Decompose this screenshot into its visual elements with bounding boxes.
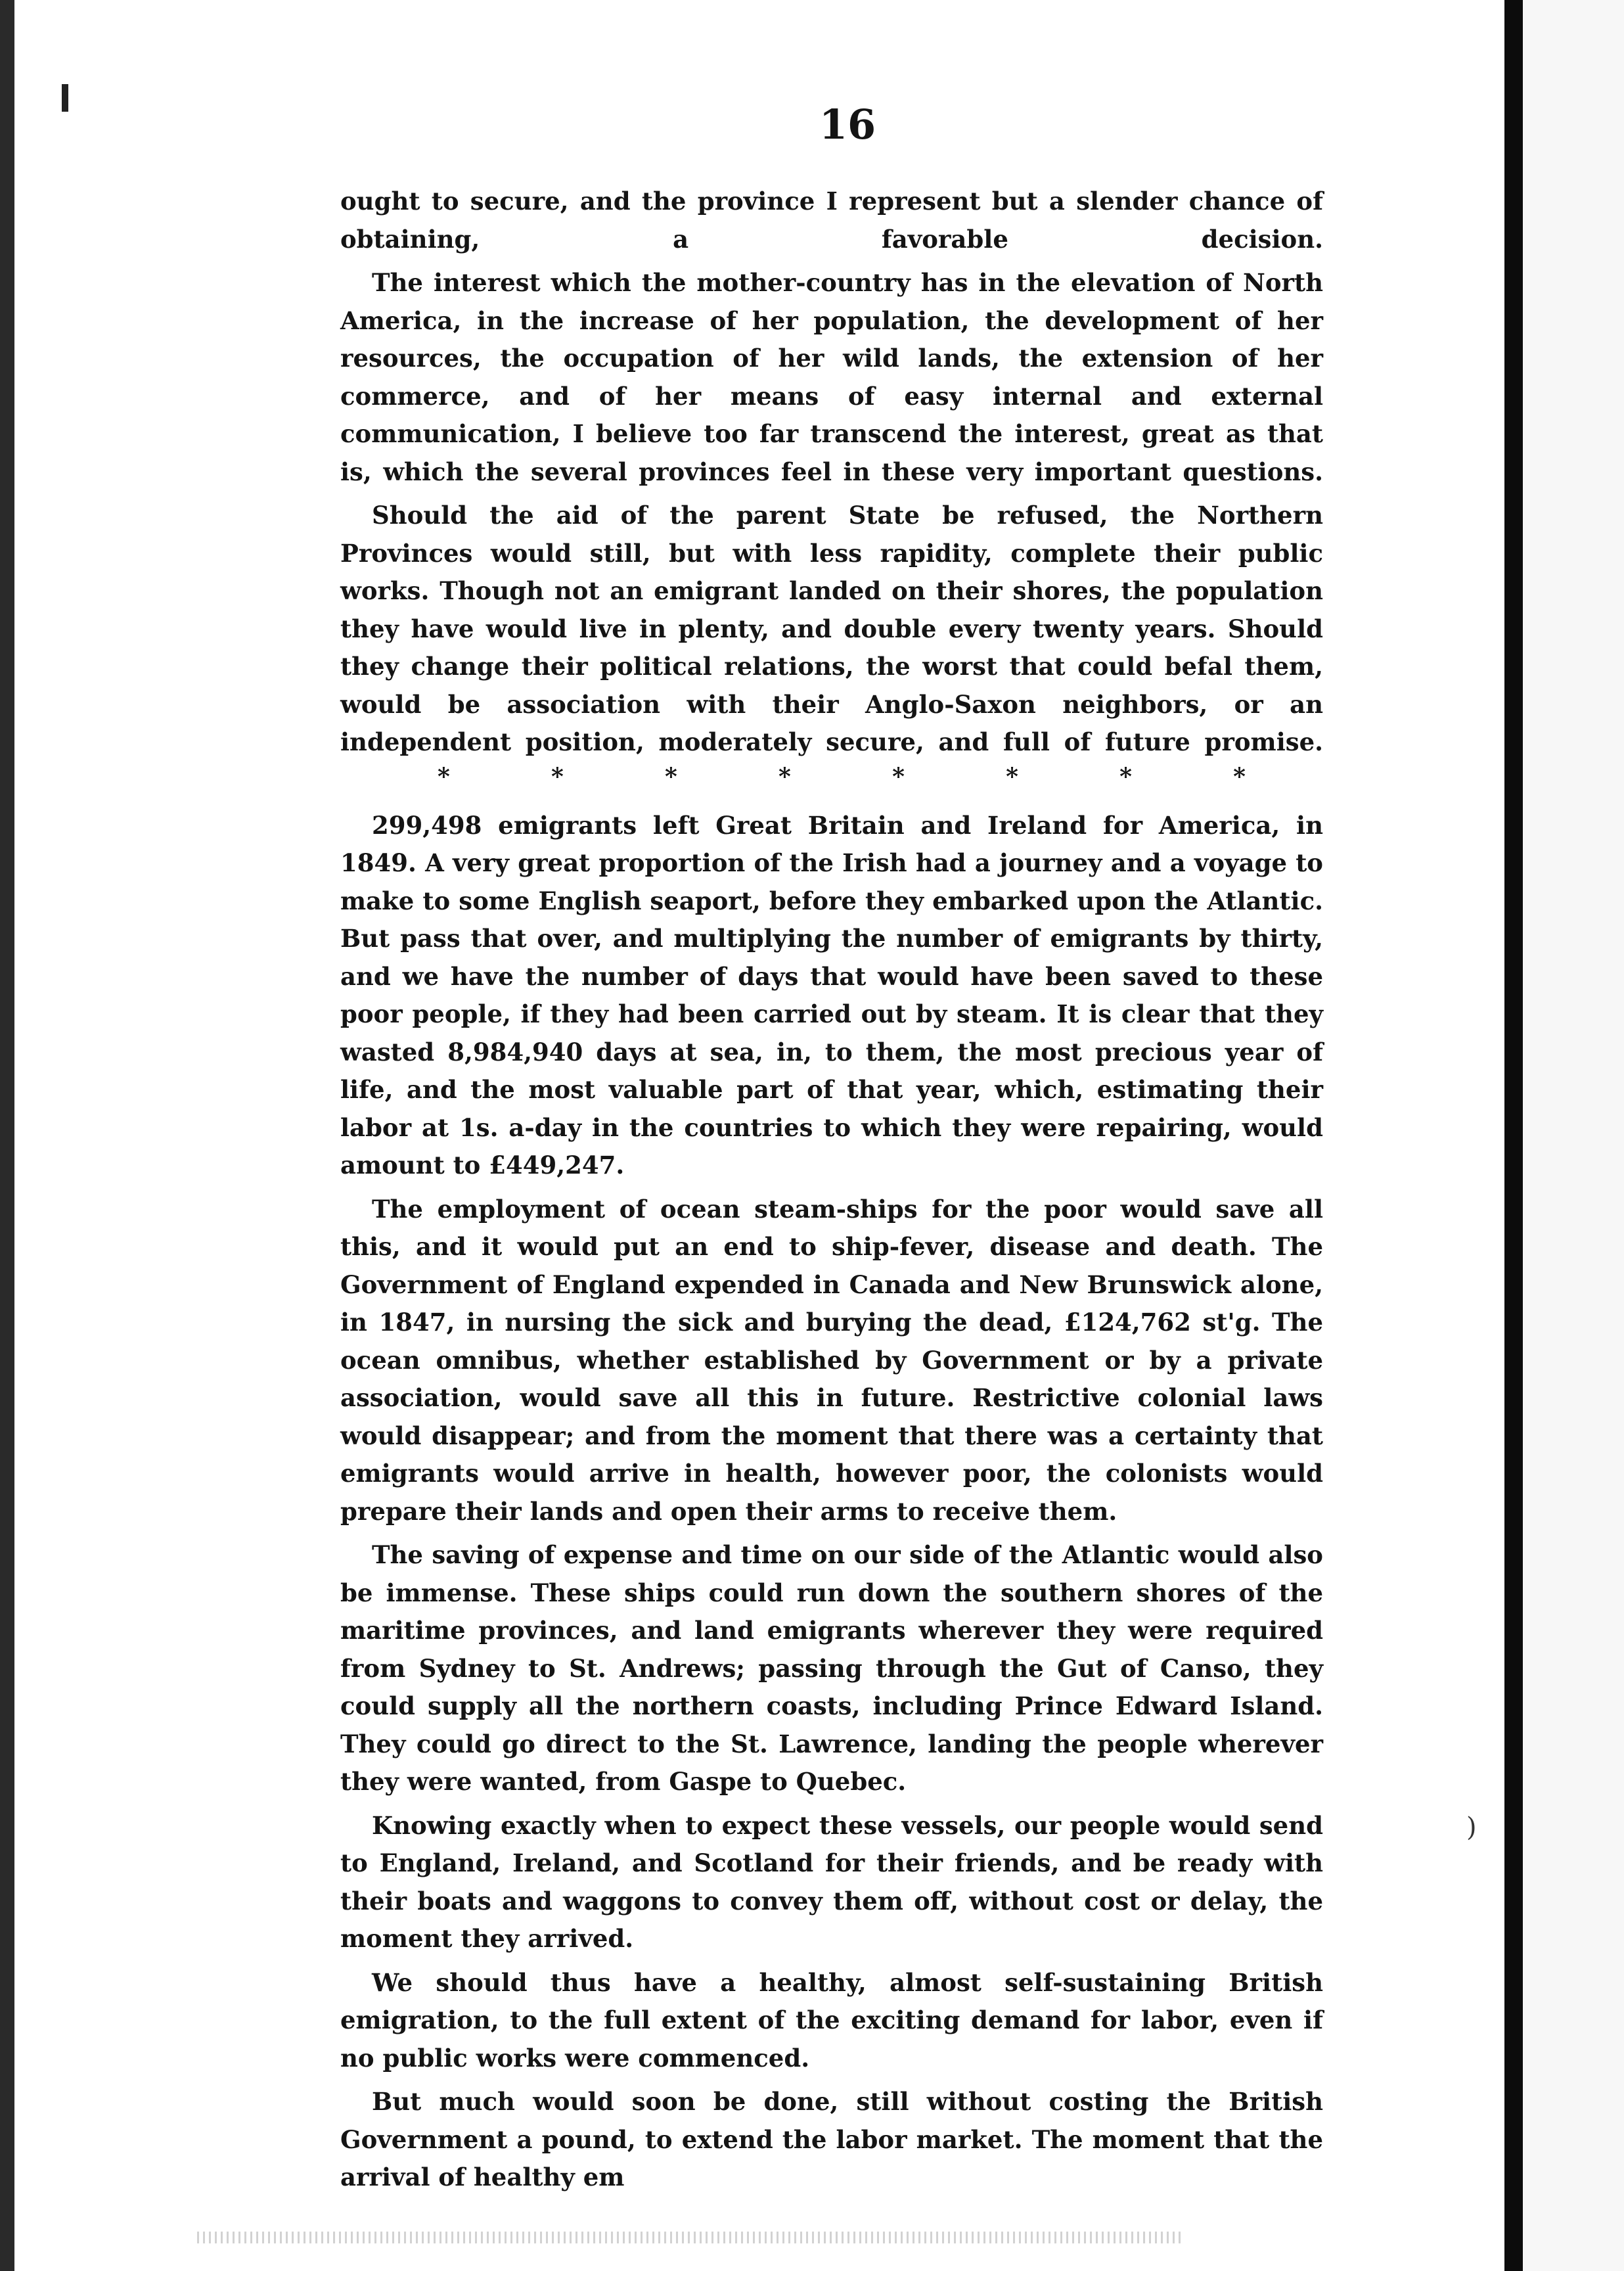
paragraph: 299,498 emigrants left Great Britain and Ireland for America, in 1849. A very great proportion of the Irish had a journey and a voyage to make to some English seaport, before they embarked upon the Atlantic. But pass that over, and multiplying the number of emigrants by thirty, and we have the number of days that would have been saved to these poor people, if they had been carried out by steam. It is clear that they wasted 8,984,940 days at sea, in, to them, the most precious year of life, and the most valuable part of that year, which, estimating their labor at 1s. a-day in the countries to which they were repairing, would amount to £449,247. [340,810,1323,1180]
scan-border-left [0,0,14,2271]
separator-star: * [1006,762,1018,791]
separator-star: * [438,762,450,791]
separator-star: * [778,762,791,791]
stray-mark: ) [1466,1812,1477,1843]
paragraph: The employment of ocean steam-ships for the poor would save all this, and it would put an end to ship-fever, disease and death. The Government of England expended in Canada and New Brunswick alone, in 1847, in nursing the sick and burying the dead, £124,762 st'g. The ocean omnibus, whether established by Government or by a private association, would save all this in future. Restrictive colonial laws would disappear; and from the moment that there was a certainty that emigrants would arrive in health, however poor, the colonists would prepare their lands and open their arms to receive them. [340,1194,1323,1526]
separator-star: * [665,762,677,791]
separator-star: * [551,762,564,791]
scan-artifact-mark [62,84,68,112]
separator-star: * [892,762,905,791]
separator-star: * [1233,762,1246,791]
paragraph: The interest which the mother-country has in the elevation of North America, in the increase of her population, the development of her resources, the occupation of her wild lands, the extension of her commerce, and of her means of easy internal and external communication, I believe too far transcend the interest, great as that is, which the several provinces feel in these very important questions. [340,268,1323,486]
scan-noise-bottom [197,2232,1183,2243]
paragraph: Knowing exactly when to expect these vessels, our people would send to England, Ireland, and Scotland for their friends, and be ready with their boats and waggons to convey them off, without cost or delay, the moment they arrived. [340,1810,1323,1953]
paragraph: We should thus have a healthy, almost self-sustaining British emigration, to the full extent of the exciting demand for labor, even if no public works were commenced. [340,1967,1323,2073]
body-text [340,183,1323,2203]
page-fold-shadow [1504,0,1523,2271]
paragraph: Should the aid of the parent State be refused, the Northern Provinces would still, but with less rapidity, complete their public works. Though not an emigrant landed on their shores, the population they have would live in plenty, and double every twenty years. Should they change their political relations, the worst that could befal them, would be association with their Anglo-Saxon neighbors, or an independent position, moderately secure, and full of future promise. [340,501,1323,756]
separator-star: * [1119,762,1132,791]
paragraph: ought to secure, and the province I represent but a slender chance of obtaining, a favorable decision. [340,187,1323,254]
facing-page-edge [1523,0,1624,2271]
page-number: 16 [819,101,876,149]
paragraph: But much would soon be done, still without costing the British Government a pound, to extend the labor market. The moment that the arrival of healthy em [340,2087,1323,2191]
paragraph: The saving of expense and time on our side of the Atlantic would also be immense. These ships could run down the southern shores of the maritime provinces, and land emigrants wherever they were required from Sydney to St. Andrews; passing through the Gut of Canso, they could supply all the northern coasts, including Prince Edward Island. They could go direct to the St. Lawrence, landing the people wherever they were wanted, from Gaspe to Quebec. [340,1540,1323,1796]
section-separator [340,764,1323,790]
